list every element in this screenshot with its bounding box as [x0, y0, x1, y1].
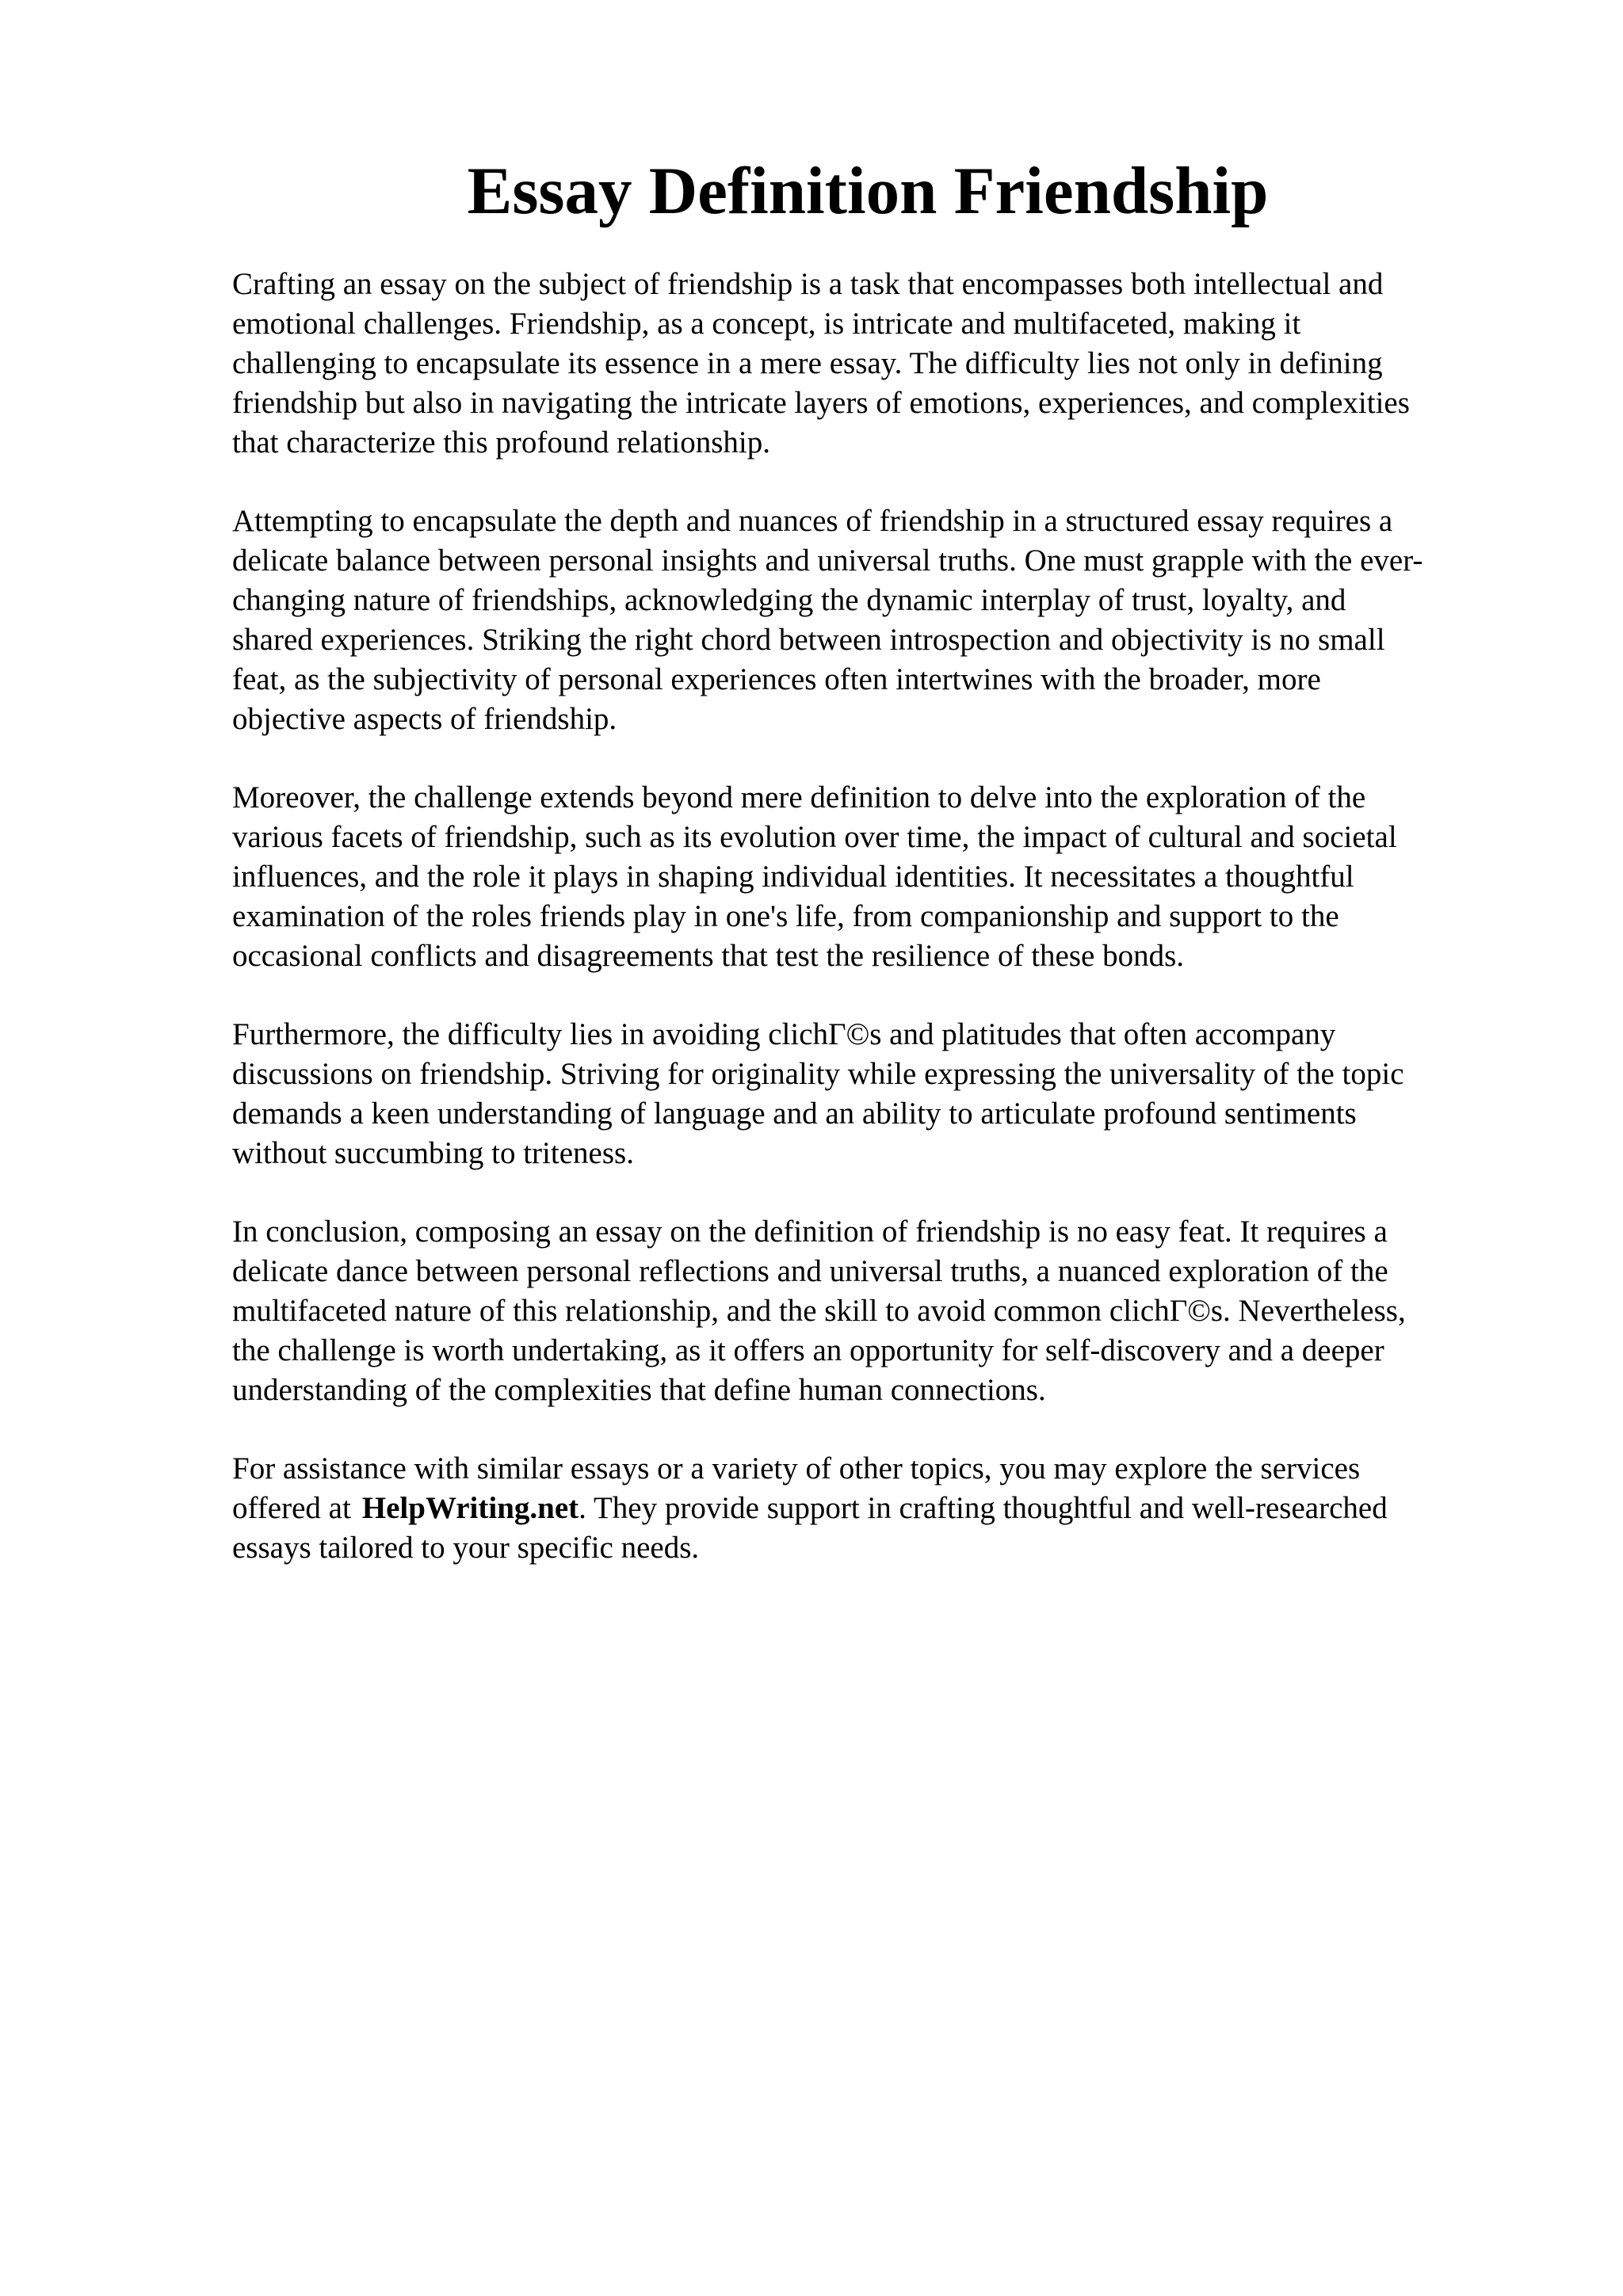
- text-line: friendship but also in navigating the intricate layers of emotions, experiences, and complexities: [232, 386, 1410, 420]
- text-line: Moreover, the challenge extends beyond mere definition to delve into the exploration of the: [232, 780, 1366, 814]
- text-line: shared experiences. Striking the right chord between introspection and objectivity is no small: [232, 623, 1385, 657]
- text-line: challenging to encapsulate its essence in a mere essay. The difficulty lies not only in defining: [232, 346, 1383, 380]
- text-line: influences, and the role it plays in shaping individual identities. It necessitates a thoughtful: [232, 860, 1354, 894]
- paragraph-2: [232, 502, 1540, 739]
- offered-at-text: offered at: [232, 1491, 351, 1525]
- closing-paragraph: [232, 1449, 1540, 1568]
- text-line: For assistance with similar essays or a variety of other topics, you may explore the services: [232, 1451, 1361, 1486]
- text-line: various facets of friendship, such as its evolution over time, the impact of cultural and societal: [232, 820, 1397, 854]
- text-line: changing nature of friendships, acknowledging the dynamic interplay of trust, loyalty, and: [232, 583, 1346, 617]
- text-line: In conclusion, composing an essay on the definition of friendship is no easy feat. It requires a: [232, 1215, 1388, 1249]
- paragraph-4: [232, 1015, 1540, 1173]
- essay-body: [232, 265, 1540, 1607]
- paragraph-1: [232, 265, 1540, 463]
- brand-name: HelpWriting.net: [361, 1491, 579, 1525]
- text-line: that characterize this profound relationship.: [232, 425, 770, 460]
- text-line: discussions on friendship. Striving for originality while expressing the universality of the topic: [232, 1057, 1404, 1091]
- text-line: occasional conflicts and disagreements that test the resilience of these bonds.: [232, 939, 1185, 973]
- paragraph-5: [232, 1212, 1540, 1410]
- text-line: understanding of the complexities that define human connections.: [232, 1373, 1046, 1407]
- text-line: Attempting to encapsulate the depth and nuances of friendship in a structured essay requires a: [232, 504, 1393, 538]
- text-line: delicate balance between personal insights and universal truths. One must grapple with the ever-: [232, 543, 1423, 578]
- text-line: feat, as the subjectivity of personal experiences often intertwines with the broader, more: [232, 662, 1321, 696]
- text-line: the challenge is worth undertaking, as it offers an opportunity for self-discovery and a deeper: [232, 1333, 1384, 1367]
- text-line: multifaceted nature of this relationship, and the skill to avoid common clichΓ©s. Nevertheless,: [232, 1294, 1406, 1328]
- text-line: Crafting an essay on the subject of friendship is a task that encompasses both intellectual and: [232, 267, 1384, 301]
- text-line: examination of the roles friends play in one's life, from companionship and support to the: [232, 899, 1339, 933]
- support-text: . They provide support in crafting thoughtful and well-researched: [579, 1491, 1388, 1525]
- text-line: objective aspects of friendship.: [232, 702, 617, 736]
- text-line: demands a keen understanding of language and an ability to articulate profound sentiments: [232, 1097, 1357, 1131]
- text-line-with-brand: [232, 1489, 1540, 1528]
- paragraph-3: [232, 778, 1540, 976]
- text-line: without succumbing to triteness.: [232, 1136, 634, 1170]
- document-title: Essay Definition Friendship: [467, 154, 1269, 228]
- text-line: delicate dance between personal reflections and universal truths, a nuanced exploration of the: [232, 1254, 1388, 1288]
- text-line: Furthermore, the difficulty lies in avoiding clichΓ©s and platitudes that often accompany: [232, 1017, 1336, 1051]
- text-line: essays tailored to your specific needs.: [232, 1531, 700, 1565]
- text-line: emotional challenges. Friendship, as a concept, is intricate and multifaceted, making it: [232, 307, 1301, 341]
